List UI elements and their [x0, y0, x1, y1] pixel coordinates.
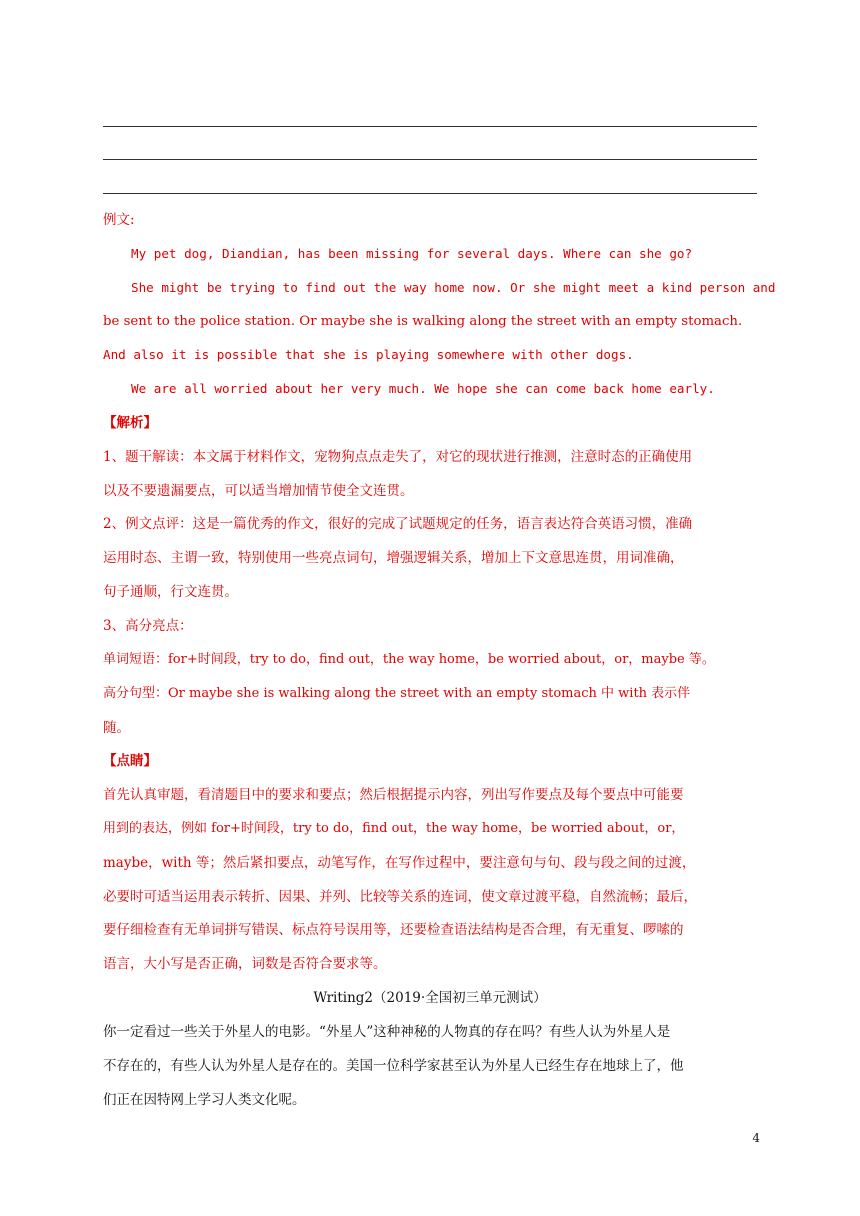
writing2-line: 们正在因特网上学习人类文化呢。	[103, 1092, 306, 1108]
answer-line-2	[103, 159, 757, 160]
analysis-line: 3、高分亮点：	[103, 618, 193, 634]
writing2-title: Writing2（2019·全国初三单元测试）	[313, 990, 547, 1006]
analysis-line: 1、题干解读：本文属于材料作文，宠物狗点点走失了，对它的现状进行推测，注意时态的正确使用	[103, 449, 693, 465]
example-label: 例文:	[103, 212, 135, 228]
tips-line: 语言，大小写是否正确，词数是否符合要求等。	[103, 956, 387, 972]
writing2-line: 你一定看过一些关于外星人的电影。“外星人”这种神秘的人物真的存在吗？有些人认为外星人是	[103, 1024, 671, 1040]
answer-line-3	[103, 193, 757, 194]
analysis-line: 随。	[103, 720, 130, 736]
example-line: We are all worried about her very much. We hope she can come back home early.	[131, 381, 715, 396]
analysis-heading: 【解析】	[103, 415, 157, 431]
tips-line: 首先认真审题，看清题目中的要求和要点；然后根据提示内容，列出写作要点及每个要点中可能要	[103, 787, 684, 803]
tips-heading: 【点睛】	[103, 753, 157, 769]
answer-line-1	[103, 126, 757, 127]
example-line: My pet dog, Diandian, has been missing for several days. Where can she go?	[131, 246, 693, 261]
analysis-line: 高分句型：Or maybe she is walking along the street with an empty stomach 中 with 表示伴	[103, 686, 691, 701]
analysis-line: 2、例文点评：这是一篇优秀的作文，很好的完成了试题规定的任务，语言表达符合英语习惯，准确	[103, 516, 693, 532]
example-line: She might be trying to find out the way home now. Or she might meet a kind person and	[131, 280, 776, 295]
writing2-line: 不存在的，有些人认为外星人是存在的。美国一位科学家甚至认为外星人已经生存在地球上了，他	[103, 1058, 684, 1074]
analysis-line: 以及不要遗漏要点，可以适当增加情节使全文连贯。	[103, 483, 414, 499]
page-number: 4	[752, 1131, 760, 1145]
analysis-line: 运用时态、主谓一致，特别使用一些亮点词句，增强逻辑关系，增加上下文意思连贯，用词准确，	[103, 550, 684, 566]
tips-line: 必要时可适当运用表示转折、因果、并列、比较等关系的连词，使文章过渡平稳，自然流畅；最后，	[103, 889, 697, 905]
example-line: And also it is possible that she is playing somewhere with other dogs.	[103, 347, 634, 362]
analysis-line: 句子通顺，行文连贯。	[103, 584, 238, 600]
example-line: be sent to the police station. Or maybe she is walking along the street with an empty stomach.	[103, 314, 743, 329]
tips-line: 要仔细检查有无单词拼写错误、标点符号误用等，还要检查语法结构是否合理，有无重复、啰嗦的	[103, 922, 684, 938]
tips-line: 用到的表达，例如 for+时间段，try to do，find out，the way home，be worried about，or，	[103, 821, 685, 836]
analysis-line: 单词短语：for+时间段，try to do，find out，the way home，be worried about，or，maybe 等。	[103, 652, 715, 667]
tips-line: maybe，with 等；然后紧扣要点，动笔写作，在写作过程中，要注意句与句、段与段之间的过渡，	[103, 855, 696, 871]
